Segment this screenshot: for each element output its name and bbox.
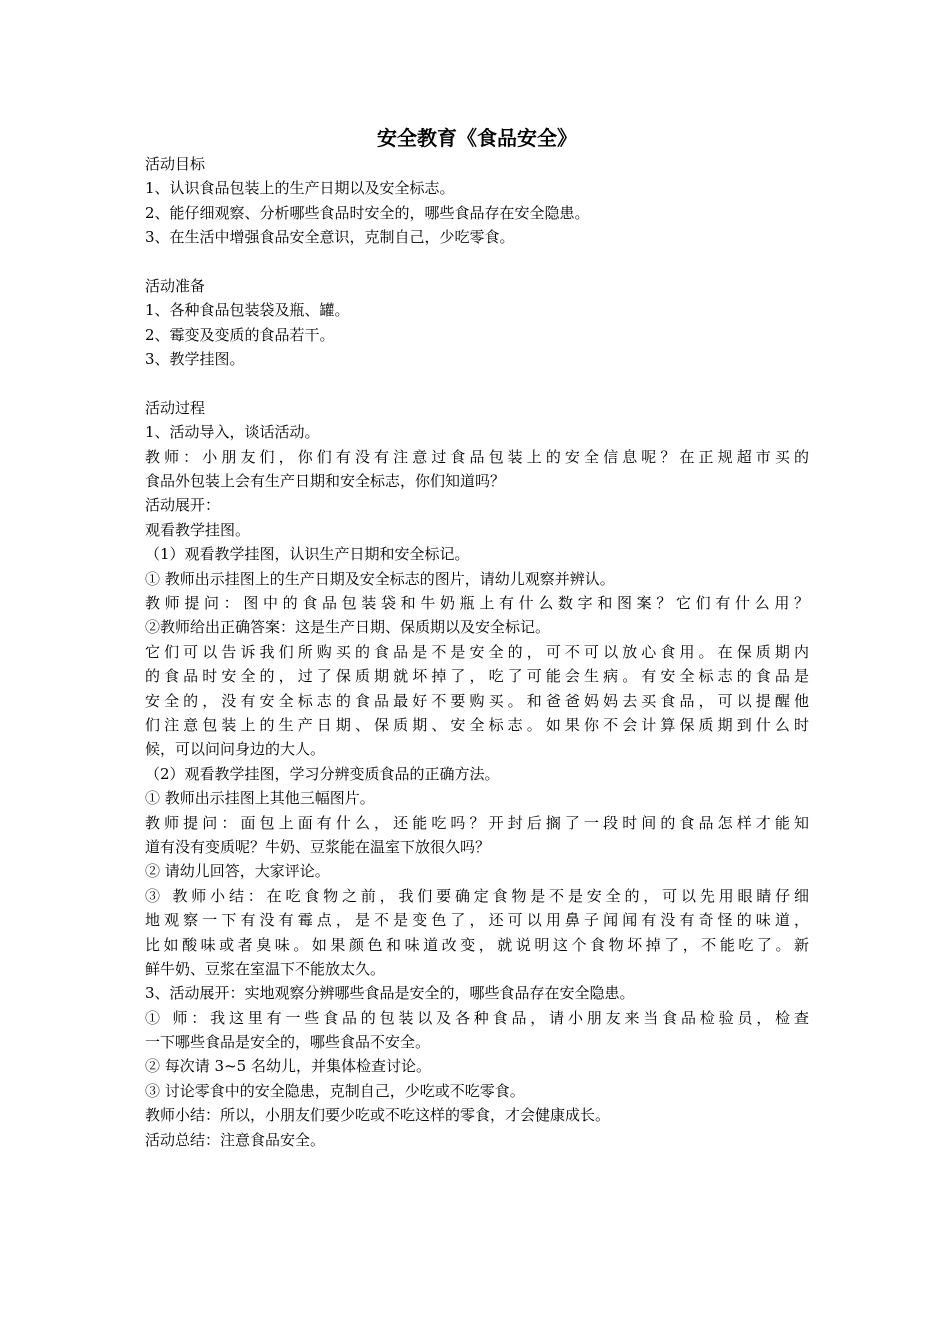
text-line: 们注意包装上的生产日期、保质期、安全标志。如果你不会计算保质期到什么时 bbox=[145, 715, 809, 734]
text-line: 它们可以告诉我们所购买的食品是不是安全的，可不可以放心食用。在保质期内 bbox=[145, 642, 809, 661]
text-line: 2、能仔细观察、分析哪些食品时安全的，哪些食品存在安全隐患。 bbox=[145, 203, 590, 222]
document-title: 安全教育《食品安全》 bbox=[377, 126, 577, 150]
text-line: ②教师给出正确答案：这是生产日期、保质期以及安全标记。 bbox=[145, 618, 551, 637]
text-line: 教师提问：面包上面有什么，还能吃吗？开封后搁了一段时间的食品怎样才能知 bbox=[145, 813, 809, 832]
text-line: 教师小结：所以，小朋友们要少吃或不吃这样的零食，才会健康成长。 bbox=[145, 1106, 611, 1125]
text-line: 1、活动导入，谈话活动。 bbox=[145, 423, 320, 442]
text-line: 1、各种食品包装袋及瓶、罐。 bbox=[145, 301, 350, 320]
text-line: ① 教师出示挂图上的生产日期及安全标志的图片，请幼儿观察并辨认。 bbox=[145, 569, 615, 588]
text-line: 3、活动展开：实地观察分辨哪些食品是安全的，哪些食品存在安全隐患。 bbox=[145, 984, 635, 1003]
text-line: 道有没有变质呢？牛奶、豆浆能在温室下放很久吗？ bbox=[145, 837, 491, 856]
text-line: 2、霉变及变质的食品若干。 bbox=[145, 325, 335, 344]
text-line: 活动目标 bbox=[145, 155, 206, 173]
text-line: 鲜牛奶、豆浆在室温下不能放太久。 bbox=[145, 959, 386, 978]
text-line: 活动总结：注意食品安全。 bbox=[145, 1130, 326, 1149]
text-line: ③ 教师小结：在吃食物之前，我们要确定食物是不是安全的，可以先用眼睛仔细 bbox=[145, 886, 809, 905]
text-line: ① 师：我这里有一些食品的包装以及各种食品，请小朋友来当食品检验员，检查 bbox=[145, 1008, 809, 1027]
text-line: 比如酸味或者臭味。如果颜色和味道改变，就说明这个食物坏掉了，不能吃了。新 bbox=[145, 935, 809, 954]
text-line: 观看教学挂图。 bbox=[145, 520, 251, 539]
text-line: 食品外包装上会有生产日期和安全标志，你们知道吗？ bbox=[145, 472, 506, 491]
text-line: 3、教学挂图。 bbox=[145, 350, 245, 369]
text-line: 教师提问：图中的食品包装袋和牛奶瓶上有什么数字和图案？它们有什么用？ bbox=[145, 594, 809, 613]
text-line: 3、在生活中增强食品安全意识，克制自己，少吃零食。 bbox=[145, 228, 515, 247]
blank-line bbox=[145, 250, 809, 274]
text-line: ③ 讨论零食中的安全隐患，克制自己，少吃或不吃零食。 bbox=[145, 1081, 525, 1100]
text-line: （1）观看教学挂图，认识生产日期和安全标记。 bbox=[145, 545, 470, 564]
text-line: 活动过程 bbox=[145, 398, 206, 417]
text-line: 安全的，没有安全标志的食品最好不要购买。和爸爸妈妈去买食品，可以提醒他 bbox=[145, 691, 809, 710]
text-line: （2）观看教学挂图，学习分辨变质食品的正确方法。 bbox=[145, 764, 500, 783]
text-line: 活动展开： bbox=[145, 496, 221, 515]
blank-line bbox=[145, 372, 809, 396]
text-line: 一下哪些食品是安全的，哪些食品不安全。 bbox=[145, 1033, 431, 1052]
text-line: ② 每次请 3~5 名幼儿，并集体检查讨论。 bbox=[145, 1057, 431, 1076]
text-line: 地观察一下有没有霉点，是不是变色了，还可以用鼻子闻闻有没有奇怪的味道， bbox=[145, 911, 809, 930]
text-line: ① 教师出示挂图上其他三幅图片。 bbox=[145, 789, 375, 808]
text-line: 候，可以问问身边的大人。 bbox=[145, 740, 326, 759]
document-content bbox=[145, 152, 809, 1152]
text-line: 活动准备 bbox=[145, 276, 206, 295]
text-line: 的食品时安全的，过了保质期就坏掉了，吃了可能会生病。有安全标志的食品是 bbox=[145, 667, 809, 686]
text-line: 1、认识食品包装上的生产日期以及安全标志。 bbox=[145, 179, 455, 198]
document-body bbox=[145, 124, 809, 1152]
text-line: ② 请幼儿回答，大家评论。 bbox=[145, 862, 330, 881]
text-line: 教师：小朋友们，你们有没有注意过食品包装上的安全信息呢？在正规超市买的 bbox=[145, 447, 809, 466]
